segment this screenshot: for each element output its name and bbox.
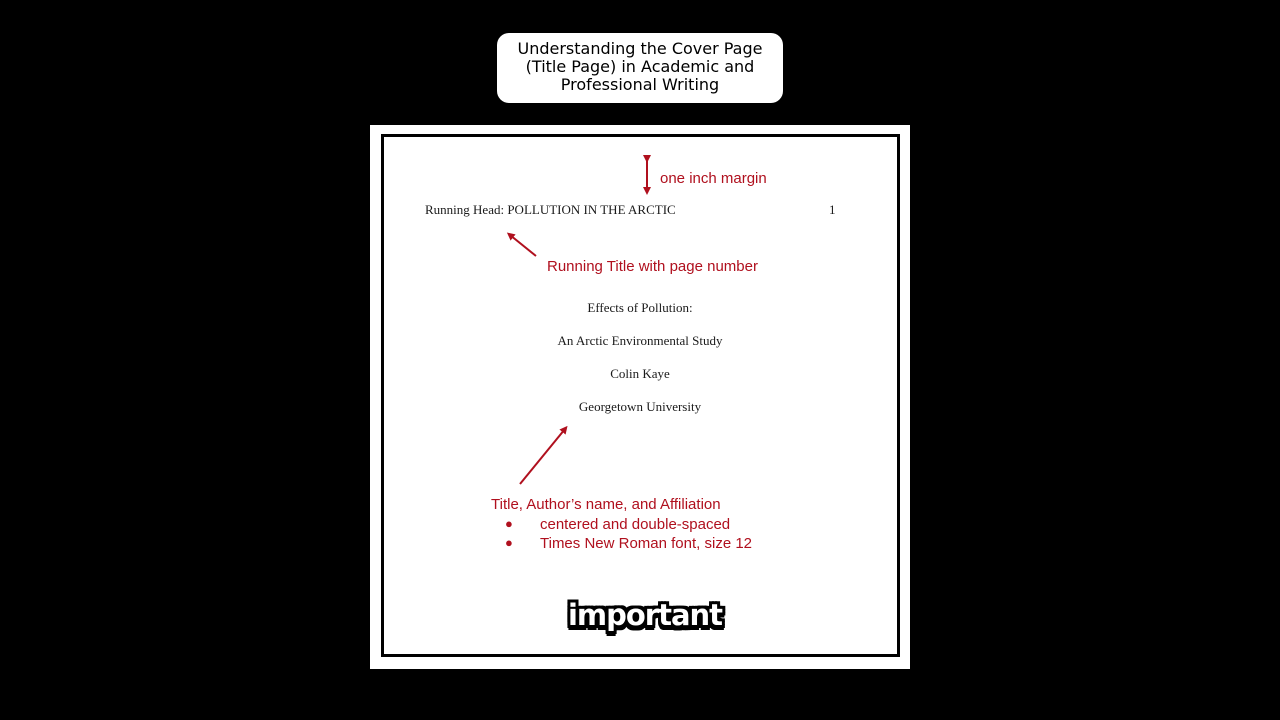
bullet-item: centered and double-spaced xyxy=(540,516,731,533)
video-title-bubble xyxy=(497,33,783,103)
title-block-heading: Title, Author’s name, and Affiliation xyxy=(491,496,721,513)
bullet-item: Times New Roman font, size 12 xyxy=(540,535,753,552)
running-title-label: Running Title with page number xyxy=(547,258,758,275)
paper-title-line-2: An Arctic Environmental Study xyxy=(557,333,723,348)
author-name: Colin Kaye xyxy=(610,366,670,381)
bullet-icon: ● xyxy=(505,535,513,550)
caption-sticker: important xyxy=(567,598,723,632)
affiliation: Georgetown University xyxy=(578,399,702,414)
running-head: Running Head: POLLUTION IN THE ARCTIC xyxy=(425,202,676,217)
title-line: (Title Page) in Academic and xyxy=(525,57,755,76)
bullet-icon: ● xyxy=(505,516,513,531)
title-line: Professional Writing xyxy=(560,75,720,94)
paper-title-line-1: Effects of Pollution: xyxy=(587,300,693,315)
page-number: 1 xyxy=(829,202,836,217)
title-line: Understanding the Cover Page xyxy=(517,39,763,58)
document-page xyxy=(370,125,910,669)
margin-label: one inch margin xyxy=(660,170,767,187)
